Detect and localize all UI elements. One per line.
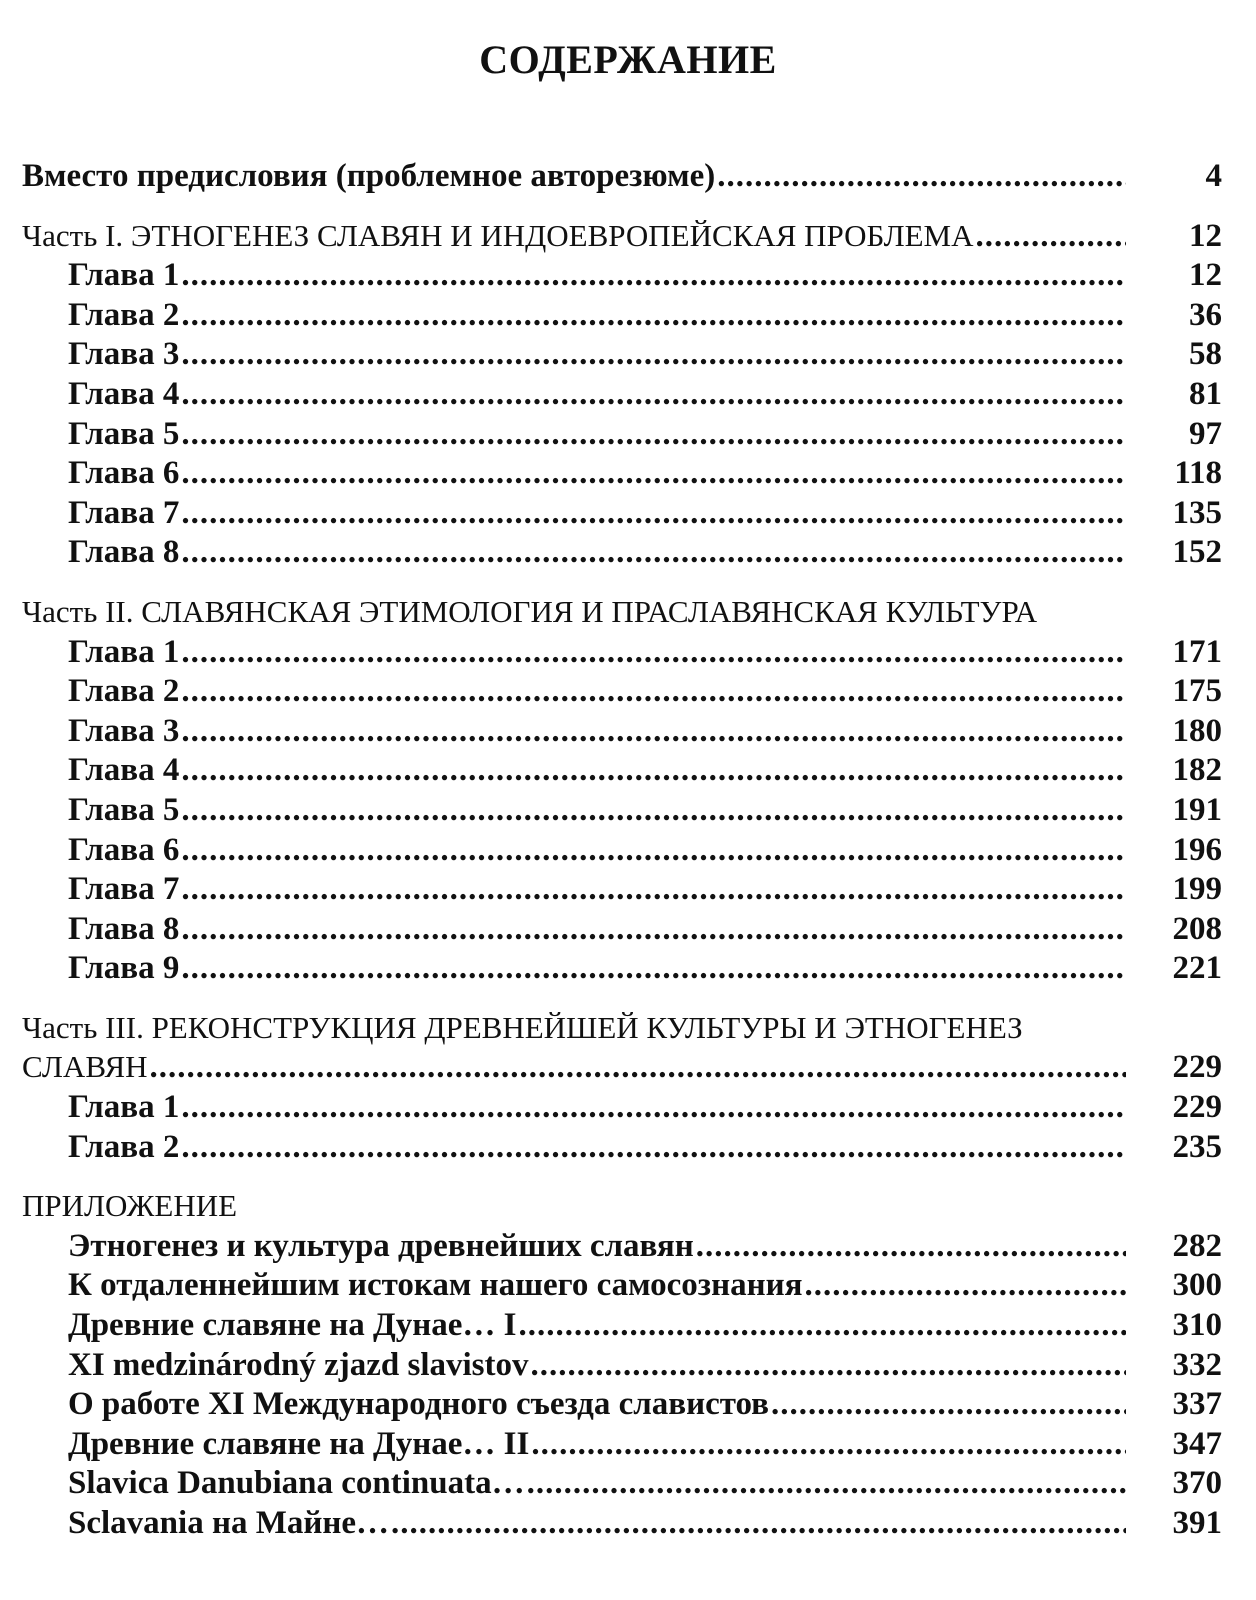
chapter-page: 182 bbox=[1172, 752, 1222, 789]
toc-chapter[interactable] bbox=[22, 832, 1222, 872]
dot-leader bbox=[181, 713, 1126, 750]
toc-chapter[interactable] bbox=[22, 336, 1222, 376]
dot-leader bbox=[527, 1465, 1126, 1502]
chapter-label: Глава 1 bbox=[68, 257, 180, 294]
toc-appendix-item[interactable] bbox=[22, 1228, 1222, 1268]
appendix-item-label: Sclavania на Майне… bbox=[68, 1505, 390, 1541]
appendix-item-page: 282 bbox=[1172, 1227, 1222, 1264]
dot-leader bbox=[696, 1228, 1126, 1265]
dot-leader bbox=[181, 297, 1126, 334]
toc-chapter[interactable] bbox=[22, 297, 1222, 337]
toc-chapter[interactable] bbox=[22, 713, 1222, 753]
dot-leader bbox=[391, 1505, 1126, 1542]
toc-entry-page: 4 bbox=[1205, 158, 1222, 194]
chapter-page: 118 bbox=[1174, 455, 1222, 492]
dot-leader bbox=[181, 534, 1126, 571]
part-label-continued: СЛАВЯН bbox=[22, 1049, 148, 1085]
chapter-page: 229 bbox=[1172, 1089, 1222, 1126]
chapter-page: 221 bbox=[1172, 950, 1222, 987]
toc-chapter[interactable] bbox=[22, 257, 1222, 297]
part-label: Часть II. СЛАВЯНСКАЯ ЭТИМОЛОГИЯ И ПРАСЛАВЯНСКАЯ КУЛЬТУРА bbox=[22, 593, 1038, 629]
appendix-item-label: XI medzinárodný zjazd slavistov bbox=[68, 1346, 529, 1383]
toc-appendix-item[interactable] bbox=[22, 1465, 1222, 1505]
dot-leader bbox=[181, 416, 1126, 453]
toc-chapter[interactable] bbox=[22, 416, 1222, 456]
chapter-label: Глава 1 bbox=[68, 1089, 180, 1126]
chapter-page: 199 bbox=[1172, 871, 1222, 908]
appendix-item-page: 300 bbox=[1172, 1267, 1222, 1304]
chapter-page: 36 bbox=[1189, 296, 1222, 333]
toc-appendix-item[interactable] bbox=[22, 1307, 1222, 1347]
chapter-label: Глава 8 bbox=[68, 534, 180, 571]
dot-leader bbox=[181, 673, 1126, 710]
toc-entry-preface[interactable] bbox=[22, 158, 1222, 198]
chapter-label: Глава 2 bbox=[68, 673, 180, 710]
appendix-item-label: Древние славяне на Дунае… I bbox=[68, 1307, 517, 1344]
appendix-item-label: К отдаленнейшим истокам нашего самосознания bbox=[68, 1267, 803, 1304]
chapter-page: 175 bbox=[1172, 673, 1222, 710]
appendix-item-label: О работе XI Международного съезда славистов bbox=[68, 1386, 770, 1423]
appendix-item-page: 347 bbox=[1172, 1425, 1222, 1462]
dot-leader bbox=[181, 1089, 1126, 1126]
dot-leader bbox=[181, 792, 1126, 829]
dot-leader bbox=[181, 871, 1126, 908]
dot-leader bbox=[181, 495, 1126, 532]
toc-chapter[interactable] bbox=[22, 871, 1222, 911]
chapter-page: 235 bbox=[1172, 1128, 1222, 1165]
chapter-page: 208 bbox=[1172, 910, 1222, 947]
appendix-item-page: 391 bbox=[1172, 1505, 1222, 1541]
chapter-label: Глава 8 bbox=[68, 910, 180, 947]
chapter-label: Глава 3 bbox=[68, 336, 180, 373]
dot-leader bbox=[181, 752, 1126, 789]
part-page: 12 bbox=[1189, 217, 1222, 254]
toc-part-2[interactable] bbox=[22, 594, 1222, 634]
chapter-label: Глава 7 bbox=[68, 871, 180, 908]
toc-chapter[interactable] bbox=[22, 950, 1222, 990]
appendix-item-label: Slavica Danubiana continuata… bbox=[68, 1465, 525, 1502]
dot-leader bbox=[181, 1129, 1126, 1166]
chapter-label: Глава 7 bbox=[68, 494, 180, 531]
dot-leader bbox=[181, 911, 1126, 948]
chapter-page: 58 bbox=[1189, 336, 1222, 373]
dot-leader bbox=[975, 218, 1126, 255]
appendix-item-page: 310 bbox=[1172, 1307, 1222, 1344]
dot-leader bbox=[771, 1386, 1126, 1423]
chapter-page: 191 bbox=[1172, 791, 1222, 828]
dot-leader bbox=[181, 376, 1126, 413]
toc-chapter[interactable] bbox=[22, 1089, 1222, 1129]
toc-appendix-item[interactable] bbox=[22, 1386, 1222, 1426]
toc-chapter[interactable] bbox=[22, 752, 1222, 792]
appendix-label: ПРИЛОЖЕНИЕ bbox=[22, 1188, 238, 1224]
chapter-label: Глава 4 bbox=[68, 375, 180, 412]
table-of-contents bbox=[22, 158, 1222, 1545]
toc-appendix-item[interactable] bbox=[22, 1505, 1222, 1545]
appendix-item-page: 370 bbox=[1172, 1465, 1222, 1502]
toc-appendix[interactable] bbox=[22, 1188, 1222, 1228]
appendix-item-label: Древние славяне на Дунае… II bbox=[68, 1425, 530, 1462]
chapter-label: Глава 4 bbox=[68, 752, 180, 789]
toc-chapter[interactable] bbox=[22, 455, 1222, 495]
part-label: Часть I. ЭТНОГЕНЕЗ СЛАВЯН И ИНДОЕВРОПЕЙСКАЯ ПРОБЛЕМА bbox=[22, 217, 974, 253]
dot-leader bbox=[150, 1049, 1126, 1086]
dot-leader bbox=[804, 1267, 1126, 1304]
dot-leader bbox=[531, 1347, 1127, 1384]
toc-chapter[interactable] bbox=[22, 1129, 1222, 1169]
chapter-label: Глава 5 bbox=[68, 415, 180, 452]
toc-part-3-line1[interactable] bbox=[22, 1010, 1222, 1050]
chapter-page: 152 bbox=[1172, 534, 1222, 571]
toc-entry-label: Вместо предисловия (проблемное авторезюме) bbox=[22, 158, 716, 194]
chapter-page: 81 bbox=[1189, 375, 1222, 412]
dot-leader bbox=[181, 257, 1126, 294]
chapter-page: 180 bbox=[1172, 712, 1222, 749]
appendix-item-label: Этногенез и культура древнейших славян bbox=[68, 1227, 694, 1264]
chapter-page: 196 bbox=[1172, 831, 1222, 868]
toc-chapter[interactable] bbox=[22, 673, 1222, 713]
chapter-label: Глава 1 bbox=[68, 633, 180, 670]
toc-chapter[interactable] bbox=[22, 911, 1222, 951]
appendix-item-page: 337 bbox=[1172, 1386, 1222, 1423]
dot-leader bbox=[518, 1307, 1126, 1344]
toc-chapter[interactable] bbox=[22, 376, 1222, 416]
chapter-label: Глава 5 bbox=[68, 791, 180, 828]
chapter-page: 12 bbox=[1189, 257, 1222, 294]
dot-leader bbox=[181, 950, 1126, 987]
chapter-label: Глава 6 bbox=[68, 455, 180, 492]
toc-chapter[interactable] bbox=[22, 534, 1222, 574]
toc-appendix-item[interactable] bbox=[22, 1267, 1222, 1307]
chapter-page: 171 bbox=[1172, 633, 1222, 670]
chapter-label: Глава 6 bbox=[68, 831, 180, 868]
toc-part-3-line2[interactable] bbox=[22, 1049, 1222, 1089]
page-title: СОДЕРЖАНИЕ bbox=[479, 37, 777, 82]
dot-leader bbox=[717, 158, 1126, 195]
chapter-page: 97 bbox=[1189, 415, 1222, 452]
dot-leader bbox=[181, 455, 1126, 492]
appendix-item-page: 332 bbox=[1172, 1346, 1222, 1383]
toc-chapter[interactable] bbox=[22, 634, 1222, 674]
toc-chapter[interactable] bbox=[22, 495, 1222, 535]
chapter-label: Глава 2 bbox=[68, 296, 180, 333]
toc-appendix-item[interactable] bbox=[22, 1347, 1222, 1387]
dot-leader bbox=[181, 336, 1126, 373]
part-label: Часть III. РЕКОНСТРУКЦИЯ ДРЕВНЕЙШЕЙ КУЛЬТУРЫ И ЭТНОГЕНЕЗ bbox=[22, 1009, 1023, 1045]
toc-appendix-item[interactable] bbox=[22, 1426, 1222, 1466]
dot-leader bbox=[531, 1426, 1126, 1463]
dot-leader bbox=[181, 832, 1126, 869]
chapter-label: Глава 3 bbox=[68, 712, 180, 749]
part-page: 229 bbox=[1172, 1049, 1222, 1086]
chapter-label: Глава 9 bbox=[68, 950, 180, 987]
toc-part-1[interactable] bbox=[22, 218, 1222, 258]
chapter-label: Глава 2 bbox=[68, 1128, 180, 1165]
dot-leader bbox=[181, 634, 1126, 671]
toc-chapter[interactable] bbox=[22, 792, 1222, 832]
chapter-page: 135 bbox=[1172, 494, 1222, 531]
